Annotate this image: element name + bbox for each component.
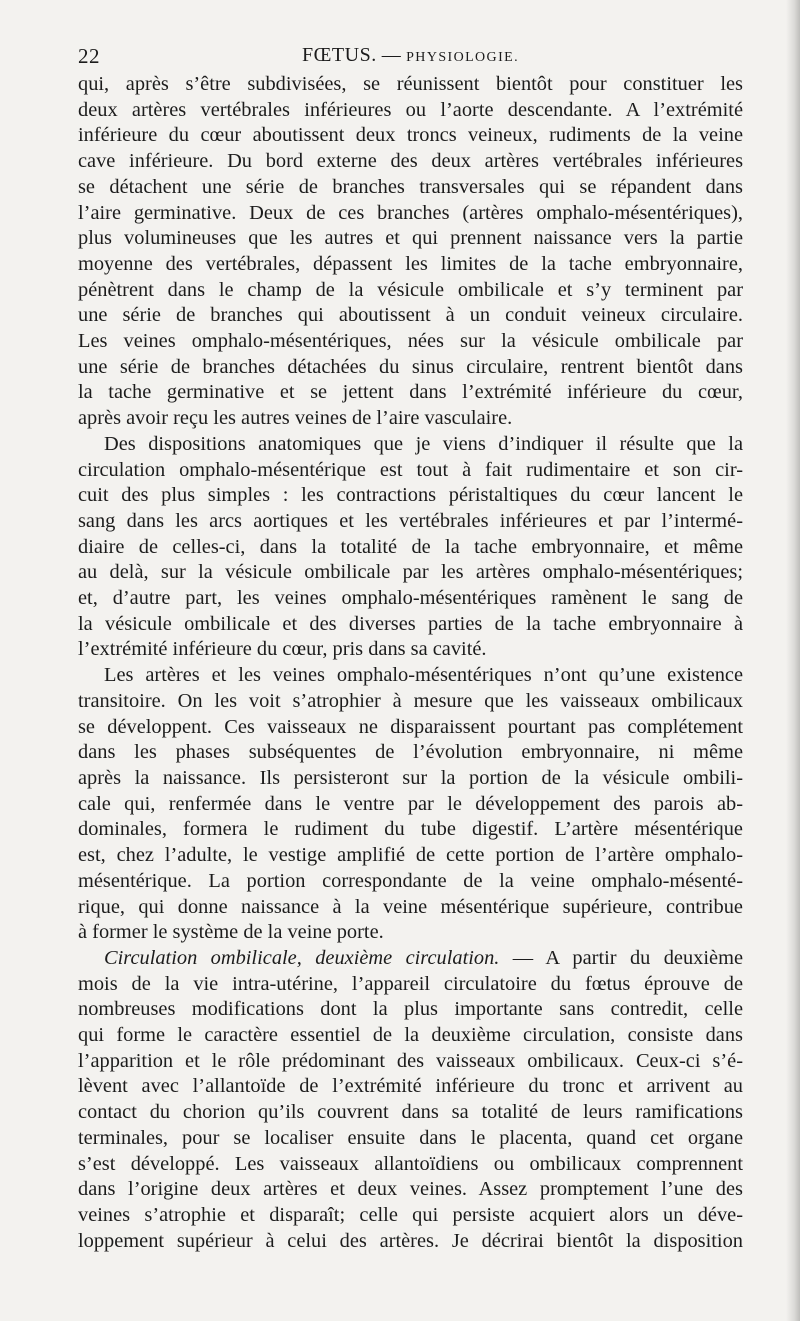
text-line: qui forme le caractère essentiel de la deuxième circulation, consiste dans <box>78 1024 743 1047</box>
text-line: inférieure du cœur aboutissent deux troncs veineux, rudiments de la veine <box>78 124 743 147</box>
text-line: diaire de celles-ci, dans la totalité de la tache embryonnaire, et même <box>78 535 743 558</box>
text-line: contact du chorion qu’ils couvrent dans sa totalité de leurs ramifications <box>78 1101 743 1124</box>
running-head-dash: — <box>376 45 407 66</box>
text-line: Les veines omphalo-mésentériques, nées sur la vésicule ombilicale par <box>78 330 743 353</box>
text-line: se développent. Ces vaisseaux ne disparaissent pourtant pas complétement <box>78 715 743 738</box>
heading-continuation: — A partir du deuxième <box>499 946 743 969</box>
text-line: la vésicule ombilicale et des diverses parties de la tache embryonnaire à <box>78 612 743 635</box>
text-line: deux artères vertébrales inférieures ou l’aorte descendante. A l’extrémité <box>78 98 743 121</box>
text-line: s’est développé. Les vaisseaux allantoïdiens ou ombilicaux comprennent <box>78 1152 743 1175</box>
running-head <box>78 44 743 67</box>
text-line: cale qui, renfermée dans le ventre par le développement des parois ab- <box>78 792 743 815</box>
section-heading: Circulation ombilicale, deuxième circulation. <box>104 946 500 969</box>
text-line: après avoir reçu les autres veines de l’aire vasculaire. <box>78 407 513 430</box>
text-line: l’extrémité inférieure du cœur, pris dans sa cavité. <box>78 638 487 661</box>
text-line: une série de branches détachées du sinus circulaire, rentrent bientôt dans <box>78 355 743 378</box>
section-heading-line <box>78 946 743 972</box>
gutter-shadow <box>786 0 800 1321</box>
text-line: mois de la vie intra-utérine, l’appareil circulatoire du fœtus éprouve de <box>78 972 743 995</box>
text-line: Des dispositions anatomiques que je viens d’indiquer il résulte que la <box>104 432 743 455</box>
page-header <box>78 44 743 74</box>
text-line: plus volumineuses que les autres et qui prennent naissance vers la partie <box>78 227 743 250</box>
text-line: est, chez l’adulte, le vestige amplifié de cette portion de l’artère omphalo- <box>78 844 743 867</box>
body-text <box>78 72 743 1254</box>
text-line: sang dans les arcs aortiques et les vertébrales inférieures et par l’intermé- <box>78 509 743 532</box>
running-head-subtitle: PHYSIOLOGIE. <box>406 50 519 65</box>
text-line: à former le système de la veine porte. <box>78 921 384 944</box>
text-line: et, d’autre part, les veines omphalo-mésentériques ramènent le sang de <box>78 587 743 610</box>
text-line: Les artères et les veines omphalo-mésentériques n’ont qu’une existence <box>104 664 743 687</box>
text-line: se détachent une série de branches transversales qui se répandent dans <box>78 175 743 198</box>
text-line: pénètrent dans le champ de la vésicule ombilicale et s’y terminent par <box>78 278 743 301</box>
text-line: loppement supérieur à celui des artères. Je décrirai bientôt la disposition <box>78 1229 743 1252</box>
text-line: rique, qui donne naissance à la veine mésentérique supérieure, contribue <box>78 895 743 918</box>
text-line: une série de branches qui aboutissent à un conduit veineux circulaire. <box>78 304 743 327</box>
text-line: veines s’atrophie et disparaît; celle qui persiste acquiert alors un déve- <box>78 1203 743 1226</box>
text-line: mésentérique. La portion correspondante de la veine omphalo-mésenté- <box>78 869 743 892</box>
text-line: dans les phases subséquentes de l’évolution embryonnaire, ni même <box>78 741 743 764</box>
text-line: l’apparition et le rôle prédominant des vaisseaux ombilicaux. Ceux-ci s’é- <box>78 1049 743 1072</box>
text-line: cuit des plus simples : les contractions péristaltiques du cœur lancent le <box>78 484 743 507</box>
text-line: au delà, sur la vésicule ombilicale par les artères omphalo-mésentériques; <box>78 561 743 584</box>
text-line: après la naissance. Ils persisteront sur la portion de la vésicule ombili- <box>78 766 743 789</box>
text-line: transitoire. On les voit s’atrophier à mesure que les vaisseaux ombilicaux <box>78 689 743 712</box>
page-number: 22 <box>78 44 100 68</box>
text-line: la tache germinative et se jettent dans l’extrémité inférieure du cœur, <box>78 381 743 404</box>
text-line: lèvent avec l’allantoïde de l’extrémité inférieure du tronc et arrivent au <box>78 1075 743 1098</box>
text-line: nombreuses modifications dont la plus importante sans contredit, celle <box>78 998 743 1021</box>
text-line: cave inférieure. Du bord externe des deux artères vertébrales inférieures <box>78 150 743 173</box>
text-line: circulation omphalo-mésentérique est tout à fait rudimentaire et son cir- <box>78 458 743 481</box>
text-line: dans l’origine deux artères et deux veines. Assez promptement l’une des <box>78 1178 743 1201</box>
text-line: dominales, formera le rudiment du tube digestif. L’artère mésentérique <box>78 818 743 841</box>
text-line: terminales, pour se localiser ensuite dans le placenta, quand cet organe <box>78 1126 743 1149</box>
text-line: qui, après s’être subdivisées, se réunissent bientôt pour constituer les <box>78 73 743 95</box>
text-line: l’aire germinative. Deux de ces branches (artères omphalo-mésentériques), <box>78 201 743 224</box>
text-line: moyenne des vertébrales, dépassent les limites de la tache embryonnaire, <box>78 252 743 275</box>
running-head-title: FŒTUS. <box>302 44 377 66</box>
